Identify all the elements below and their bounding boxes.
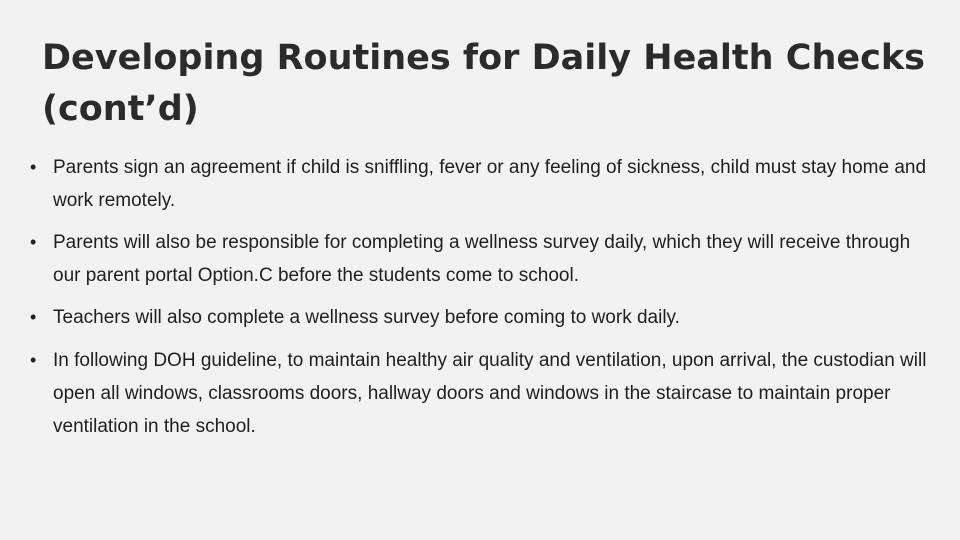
bullet-text: Parents sign an agreement if child is sniffling, fever or any feeling of sickness, child must stay home and work remotely. [53, 157, 927, 211]
bullet-icon: • [30, 232, 37, 252]
bullet-text: Parents will also be responsible for completing a wellness survey daily, which they will receive through our parent portal Option.C before the students come to school. [53, 232, 911, 286]
list-item [30, 344, 935, 443]
list-item [30, 301, 935, 334]
bullet-list [30, 151, 935, 452]
bullet-text: In following DOH guideline, to maintain healthy air quality and ventilation, upon arrival, the custodian will open all windows, classrooms doors, hallway doors and windows in the staircase to maintain proper ventilation in the school. [53, 350, 927, 437]
list-item [30, 226, 935, 292]
list-item [30, 151, 935, 217]
bullet-icon: • [30, 157, 37, 177]
slide-title: Developing Routines for Daily Health Checks (cont’d) [42, 38, 925, 129]
bullet-text: Teachers will also complete a wellness survey before coming to work daily. [53, 307, 680, 328]
bullet-icon: • [30, 350, 37, 370]
bullet-icon: • [30, 307, 37, 327]
